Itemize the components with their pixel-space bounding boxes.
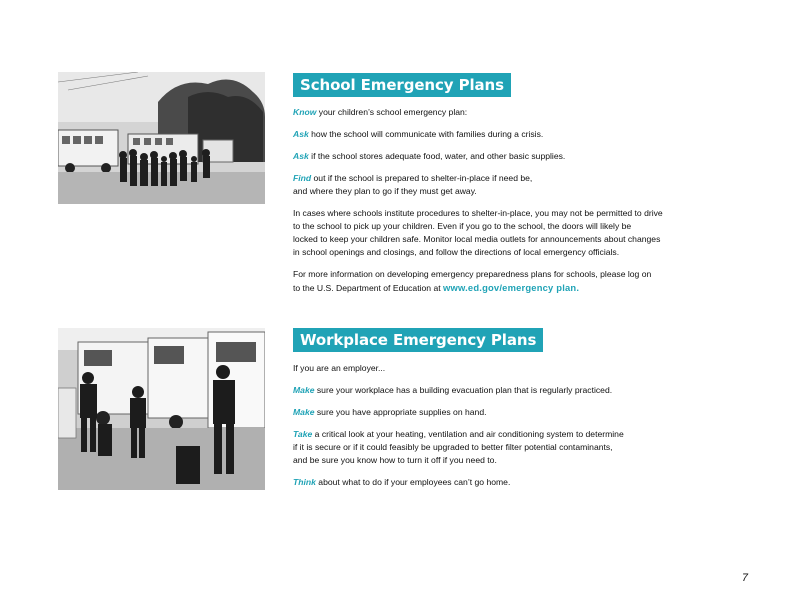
workplace-intro: If you are an employer... bbox=[293, 363, 386, 373]
school-section bbox=[293, 106, 733, 304]
list-item: Ask how the school will communicate with families during a crisis. bbox=[293, 129, 544, 139]
list-item: Ask if the school stores adequate food, water, and other basic supplies. bbox=[293, 151, 566, 161]
page-number: 7 bbox=[741, 572, 748, 584]
workplace-evacuation-photo bbox=[58, 328, 265, 490]
list-item: Think about what to do if your employees can’t go home. bbox=[293, 477, 511, 487]
more-info-paragraph: For more information on developing emergency preparedness plans for schools, please log on to the U.S. Department of Education at www.ed.gov/emergency plan. bbox=[293, 269, 652, 293]
list-item: Find out if the school is prepared to shelter-in-place if need be, and where they plan to go if they must get away. bbox=[293, 173, 533, 196]
school-buses-photo bbox=[58, 72, 265, 204]
list-item: Make sure your workplace has a building evacuation plan that is regularly practiced. bbox=[293, 385, 613, 395]
ed-gov-link[interactable]: www.ed.gov/emergency plan. bbox=[443, 282, 580, 293]
workplace-section bbox=[293, 362, 733, 498]
list-item: Know your children’s school emergency plan: bbox=[293, 107, 468, 117]
list-item: Make sure you have appropriate supplies on hand. bbox=[293, 407, 487, 417]
shelter-in-place-paragraph: In cases where schools institute procedures to shelter-in-place, you may not be permitted to drive to the school to pick up your children. Even if you go to the school, the doors will likely be locked to keep your children safe. Monitor local media outlets for announcements about changes in school openings and closings, and follow the directions of local emergency officials. bbox=[293, 208, 663, 257]
school-emergency-plans-heading: School Emergency Plans bbox=[293, 73, 511, 97]
workplace-emergency-plans-heading: Workplace Emergency Plans bbox=[293, 328, 543, 352]
list-item: Take a critical look at your heating, ventilation and air conditioning system to determine if it is secure or if it could feasibly be upgraded to better filter potential contaminants, and be sure you know how to turn it off if you need to. bbox=[293, 429, 624, 465]
